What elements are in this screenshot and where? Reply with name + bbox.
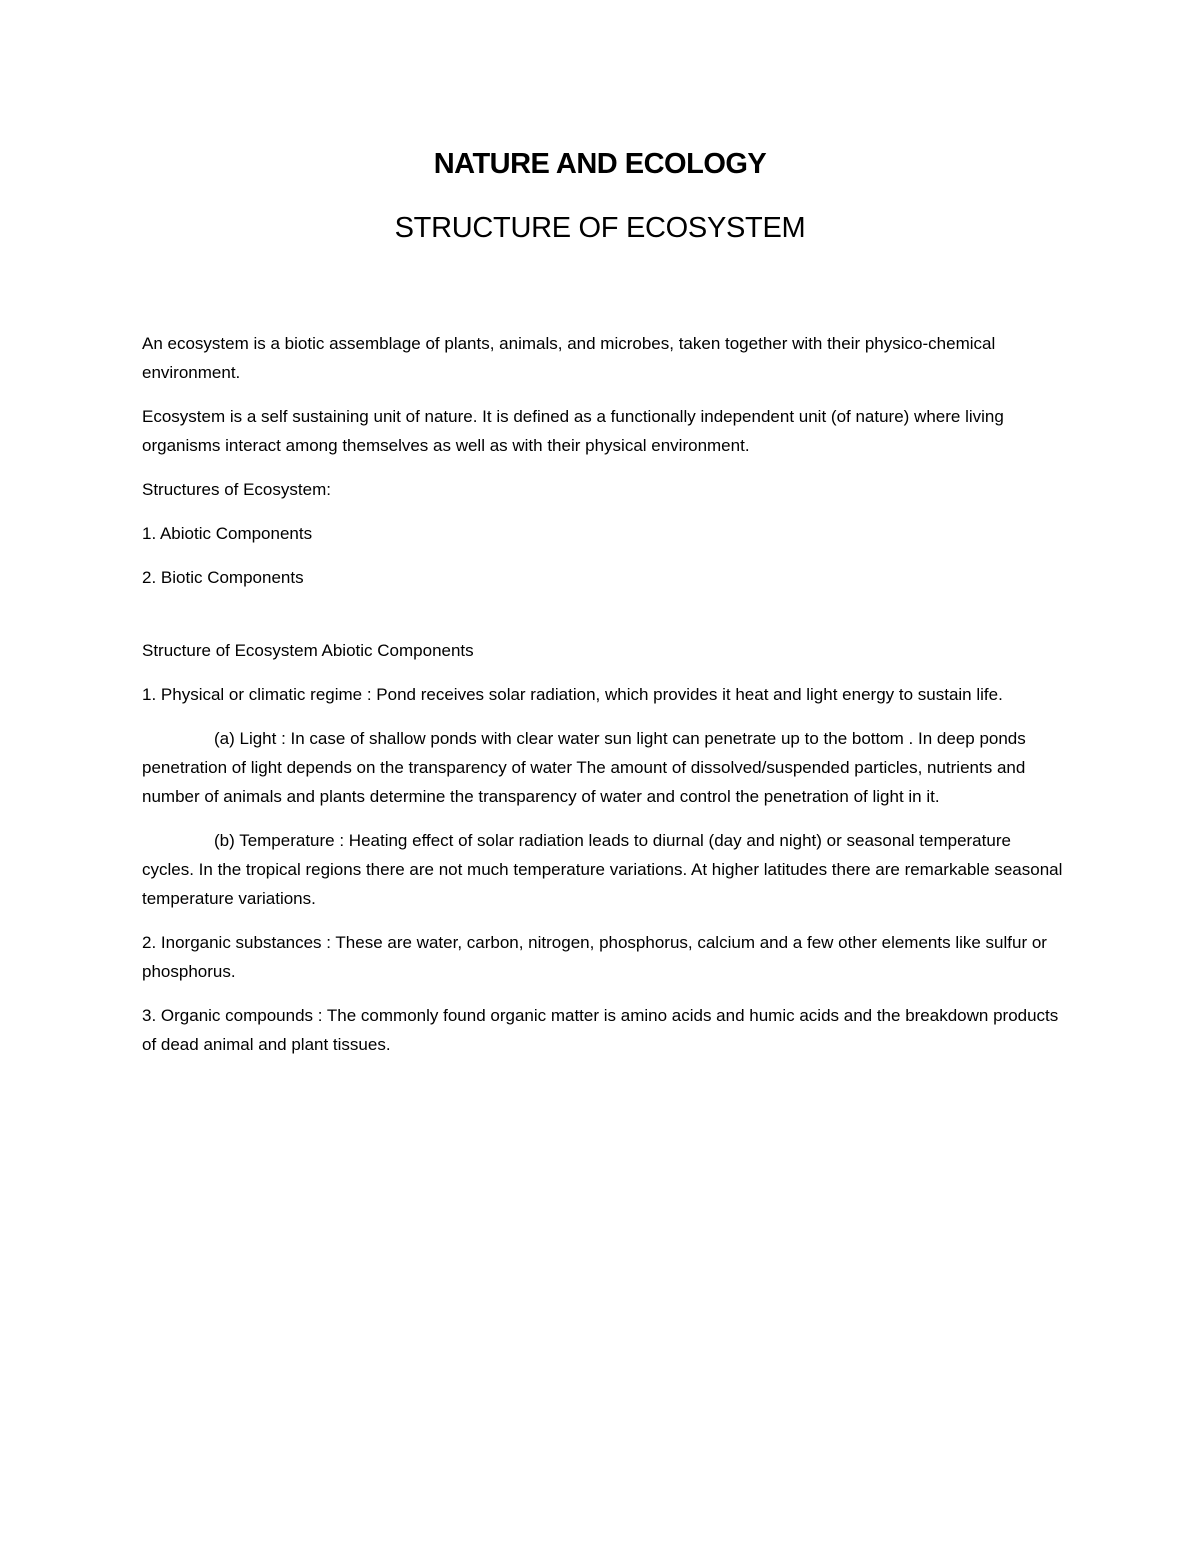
document-title: NATURE AND ECOLOGY — [433, 148, 767, 180]
section-heading-abiotic: Structure of Ecosystem Abiotic Components — [142, 641, 474, 660]
paragraph-light: (a) Light : In case of shallow ponds with clear water sun light can penetrate up to the bottom . In deep ponds penetration of light depends on the transparency of water The amount of dissolved/suspended particles, nutrients and number of animals and plants determine the transparency of water and control the penetration of light in it. — [142, 729, 1026, 806]
paragraph-inorganic-substances: 2. Inorganic substances : These are water, carbon, nitrogen, phosphorus, calcium and a few other elements like sulfur or phosphorus. — [142, 933, 1047, 981]
list-item-biotic: 2. Biotic Components — [142, 568, 304, 587]
document-body — [142, 329, 1067, 1074]
paragraph-ecosystem-definition: An ecosystem is a biotic assemblage of plants, animals, and microbes, taken together with their physico-chemical environment. — [142, 334, 996, 382]
document-subtitle: STRUCTURE OF ECOSYSTEM — [394, 212, 806, 244]
paragraph-structures-heading: Structures of Ecosystem: — [142, 480, 331, 499]
list-item-abiotic: 1. Abiotic Components — [142, 524, 313, 543]
paragraph-organic-compounds: 3. Organic compounds : The commonly found organic matter is amino acids and humic acids and the breakdown products of dead animal and plant tissues. — [142, 1006, 1059, 1054]
paragraph-physical-regime: 1. Physical or climatic regime : Pond receives solar radiation, which provides it heat and light energy to sustain life. — [142, 685, 1003, 704]
paragraph-self-sustaining-unit: Ecosystem is a self sustaining unit of nature. It is defined as a functionally independent unit (of nature) where living organisms interact among themselves as well as with their physical environment. — [142, 407, 1004, 455]
paragraph-temperature: (b) Temperature : Heating effect of solar radiation leads to diurnal (day and night) or seasonal temperature cycles. In the tropical regions there are not much temperature variations. At higher latitudes there are remarkable seasonal temperature variations. — [142, 831, 1063, 908]
